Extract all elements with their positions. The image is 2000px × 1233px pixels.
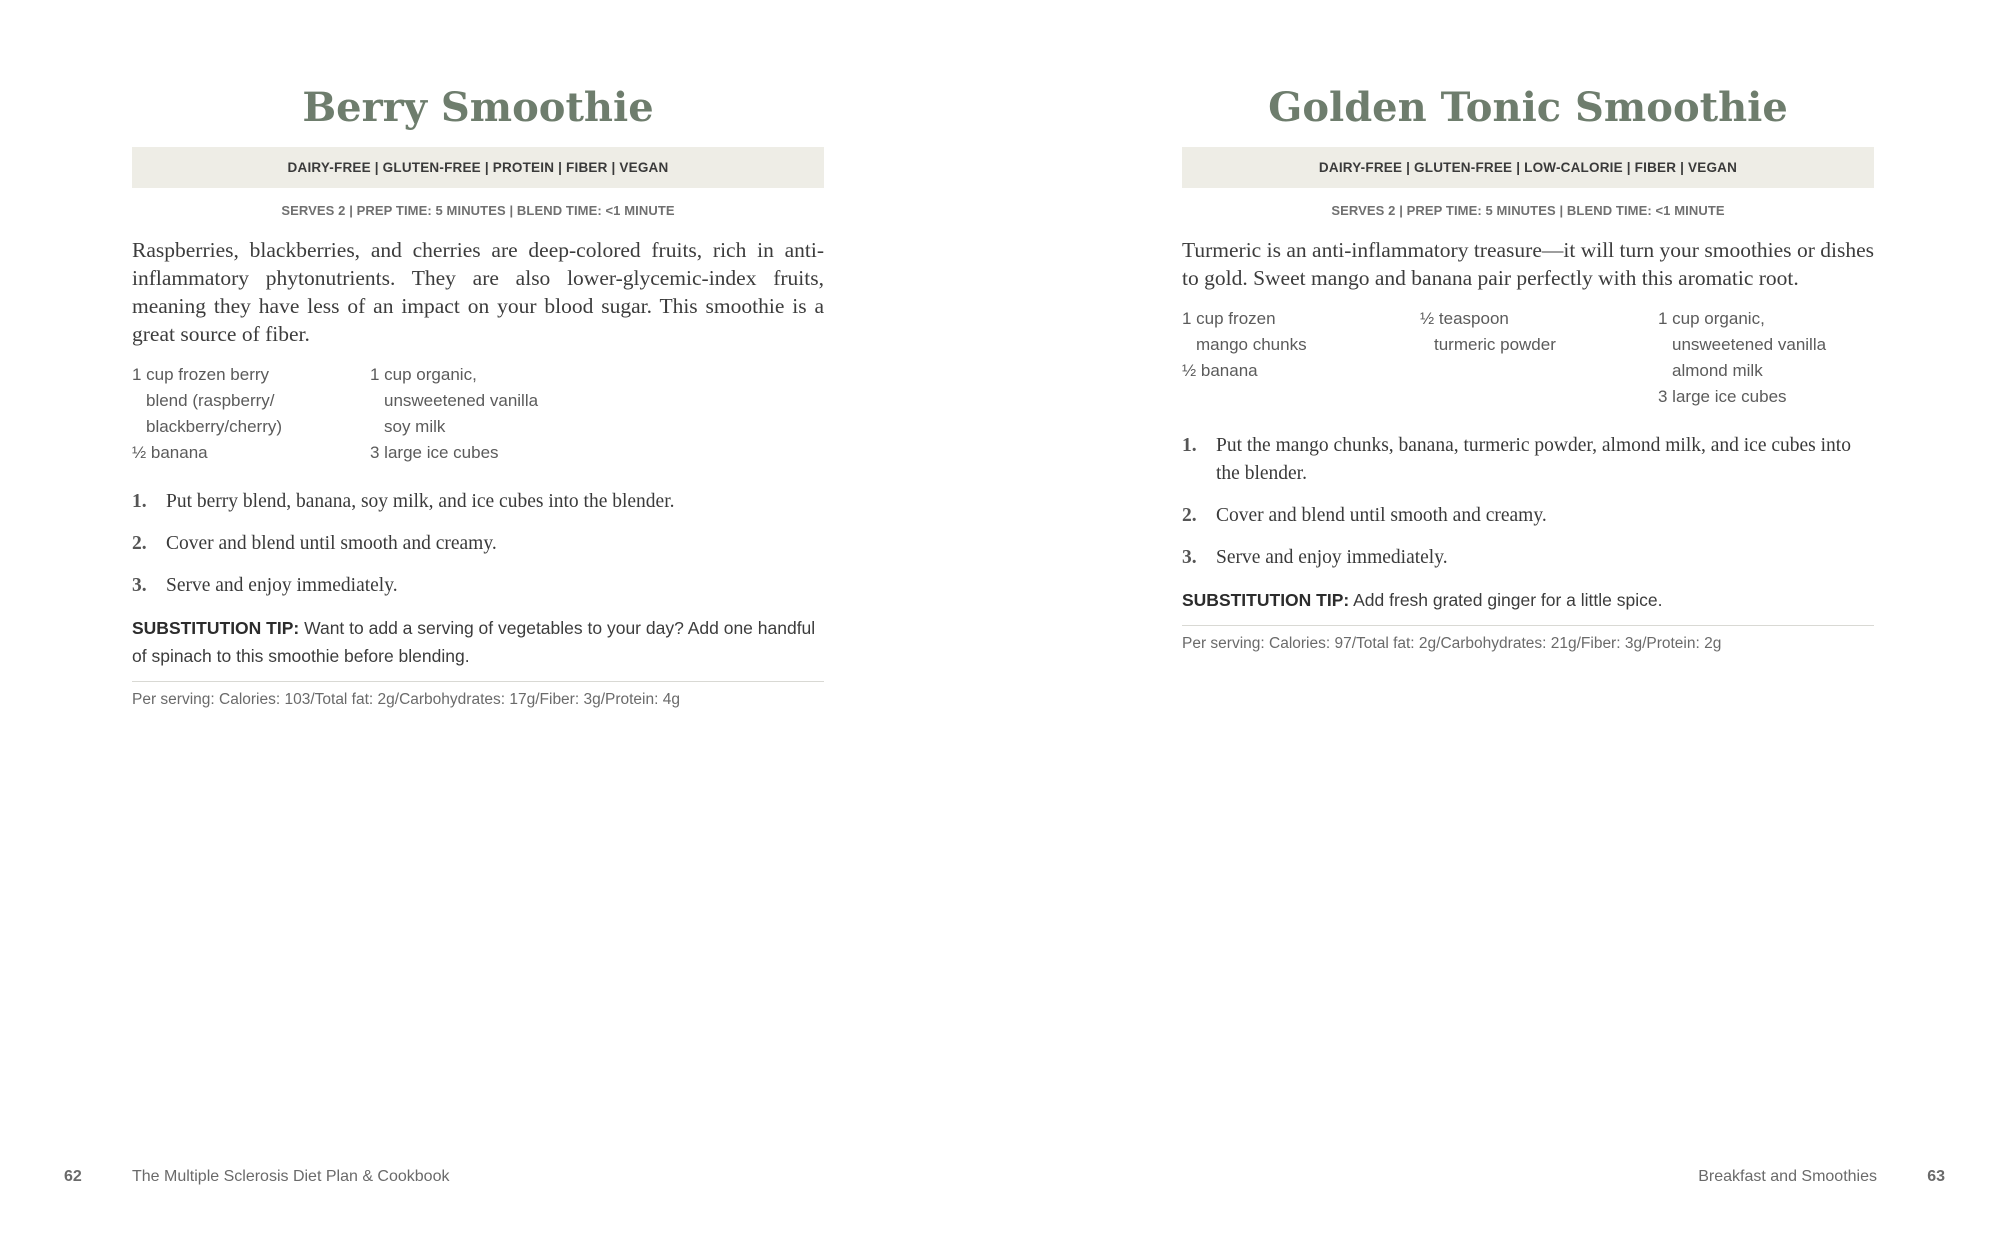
divider bbox=[1182, 625, 1874, 626]
substitution-tip bbox=[1182, 586, 1874, 614]
ingredients-column bbox=[370, 362, 608, 466]
method-step bbox=[132, 572, 824, 600]
step-text: Put berry blend, banana, soy milk, and ice cubes into the blender. bbox=[166, 491, 675, 512]
step-text: Cover and blend until smooth and creamy. bbox=[166, 533, 497, 554]
recipe-title: Golden Tonic Smoothie bbox=[1268, 84, 1788, 131]
ingredients-column bbox=[1420, 306, 1658, 410]
step-number: 2. bbox=[132, 533, 147, 554]
ingredient-line: 1 cup organic, bbox=[1658, 309, 1765, 328]
method-step bbox=[132, 530, 824, 558]
step-number: 1. bbox=[1182, 435, 1197, 456]
step-text: Put the mango chunks, banana, turmeric powder, almond milk, and ice cubes into the blender. bbox=[1216, 435, 1851, 484]
step-number: 2. bbox=[1182, 505, 1197, 526]
page-number: 63 bbox=[1927, 1168, 1945, 1185]
diet-tags-band: DAIRY-FREE | GLUTEN-FREE | LOW-CALORIE | FIBER | VEGAN bbox=[1182, 147, 1874, 188]
step-text: Cover and blend until smooth and creamy. bbox=[1216, 505, 1547, 526]
method-steps bbox=[1182, 432, 1874, 572]
step-text: Serve and enjoy immediately. bbox=[166, 575, 398, 596]
ingredient-line: 1 cup frozen berry bbox=[132, 365, 270, 384]
serves-prep-info: SERVES 2 | PREP TIME: 5 MINUTES | BLEND TIME: <1 MINUTE bbox=[1331, 203, 1725, 218]
page-number: 62 bbox=[64, 1168, 82, 1185]
recipe-berry-smoothie bbox=[132, 78, 824, 712]
recipe-intro: Raspberries, blackberries, and cherries are deep-colored fruits, rich in anti-inflammatory phytonutrients. They are also lower-glycemic-index fruits, meaning they have less of an impact on your blood sugar. This smoothie is a great source of fiber. bbox=[132, 238, 824, 346]
ingredient-line: 1 cup frozen bbox=[1182, 309, 1276, 328]
running-head: Breakfast and Smoothies bbox=[1698, 1168, 1877, 1185]
recipe-intro: Turmeric is an anti-inflammatory treasure—it will turn your smoothies or dishes to gold. Sweet mango and banana pair perfectly with this aromatic root. bbox=[1182, 238, 1874, 290]
nutrition-info: Per serving: Calories: 97/Total fat: 2g/Carbohydrates: 21g/Fiber: 3g/Protein: 2g bbox=[1182, 635, 1722, 652]
serves-prep-info: SERVES 2 | PREP TIME: 5 MINUTES | BLEND TIME: <1 MINUTE bbox=[281, 203, 675, 218]
ingredient-line: unsweetened vanilla bbox=[1672, 335, 1827, 354]
tip-text: Add fresh grated ginger for a little spice. bbox=[1353, 590, 1663, 610]
substitution-tip bbox=[132, 614, 824, 670]
tip-text: Want to add a serving of vegetables to your day? Add one handful of spinach to this smoothie before blending. bbox=[132, 618, 816, 666]
ingredient-line: soy milk bbox=[384, 417, 446, 436]
recipe-golden-tonic-smoothie bbox=[1182, 78, 1874, 656]
ingredient-line: unsweetened vanilla bbox=[384, 391, 539, 410]
divider bbox=[132, 681, 824, 682]
step-number: 1. bbox=[132, 491, 147, 512]
tip-label: SUBSTITUTION TIP: bbox=[132, 618, 300, 638]
running-head: The Multiple Sclerosis Diet Plan & Cookbook bbox=[132, 1168, 450, 1185]
right-page bbox=[1000, 0, 2000, 1233]
step-text: Serve and enjoy immediately. bbox=[1216, 547, 1448, 568]
ingredient-line: ½ banana bbox=[1182, 361, 1258, 380]
ingredient-line: turmeric powder bbox=[1434, 335, 1556, 354]
ingredient-line: 1 cup organic, bbox=[370, 365, 477, 384]
ingredients-list bbox=[132, 362, 824, 466]
ingredients-column bbox=[132, 362, 370, 466]
ingredient-line: ½ teaspoon bbox=[1420, 309, 1509, 328]
ingredient-line: 3 large ice cubes bbox=[1658, 387, 1787, 406]
ingredient-line: blend (raspberry/ bbox=[146, 391, 275, 410]
step-number: 3. bbox=[1182, 547, 1197, 568]
diet-tags-band: DAIRY-FREE | GLUTEN-FREE | PROTEIN | FIBER | VEGAN bbox=[132, 147, 824, 188]
ingredients-list bbox=[1182, 306, 1874, 410]
method-step bbox=[1182, 544, 1874, 572]
method-step bbox=[132, 488, 824, 516]
ingredient-line: ½ banana bbox=[132, 443, 208, 462]
method-step bbox=[1182, 432, 1874, 488]
ingredients-column bbox=[1658, 306, 1896, 410]
method-step bbox=[1182, 502, 1874, 530]
nutrition-info: Per serving: Calories: 103/Total fat: 2g/Carbohydrates: 17g/Fiber: 3g/Protein: 4g bbox=[132, 691, 680, 708]
step-number: 3. bbox=[132, 575, 147, 596]
ingredient-line: 3 large ice cubes bbox=[370, 443, 499, 462]
method-steps bbox=[132, 488, 824, 600]
ingredient-line: blackberry/cherry) bbox=[146, 417, 283, 436]
ingredients-column bbox=[1182, 306, 1420, 410]
recipe-title: Berry Smoothie bbox=[302, 84, 654, 131]
tip-label: SUBSTITUTION TIP: bbox=[1182, 590, 1350, 610]
ingredient-line: almond milk bbox=[1672, 361, 1763, 380]
ingredient-line: mango chunks bbox=[1196, 335, 1307, 354]
